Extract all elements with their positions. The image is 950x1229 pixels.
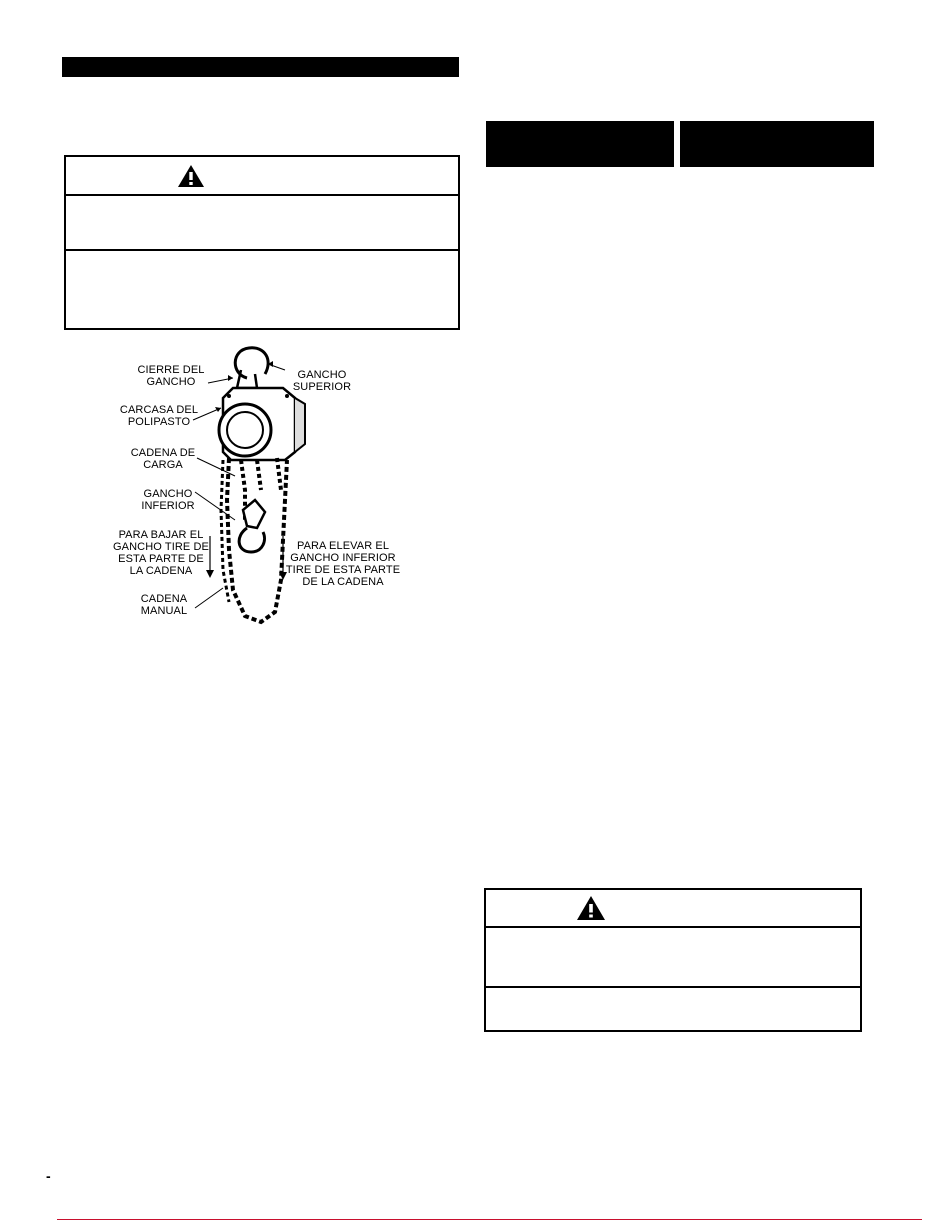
label-gancho-superior: GANCHO SUPERIOR (292, 369, 352, 393)
warning-box-left-row-1 (66, 194, 458, 251)
label-cierre-del-gancho: CIERRE DEL GANCHO (137, 364, 205, 388)
column-header-bar-1 (486, 121, 674, 167)
footer-rule (57, 1219, 922, 1220)
warning-box-left-header (66, 157, 458, 196)
warning-box-right-row-2 (486, 986, 860, 1030)
section-header-bar (62, 57, 459, 77)
warning-box-right (484, 888, 862, 1032)
label-gancho-inferior: GANCHO INFERIOR (141, 488, 195, 512)
label-cadena-de-carga: CADENA DE CARGA (130, 447, 196, 471)
warning-box-left (64, 155, 460, 330)
label-cadena-manual: CADENA MANUAL (140, 593, 188, 617)
warning-box-right-header (486, 890, 860, 928)
page-footer-dash: - (46, 1168, 51, 1184)
warning-box-left-row-2 (66, 249, 458, 328)
label-carcasa-del-polipasto: CARCASA DEL POLIPASTO (119, 404, 199, 428)
hoist-figure (105, 340, 415, 630)
warning-box-right-row-1 (486, 926, 860, 988)
label-para-elevar: PARA ELEVAR EL GANCHO INFERIOR TIRE DE ESTA PARTE DE LA CADENA (285, 540, 401, 588)
warning-triangle-icon (177, 164, 205, 188)
warning-triangle-icon (576, 895, 606, 921)
label-para-bajar: PARA BAJAR EL GANCHO TIRE DE ESTA PARTE DE LA CADENA (113, 529, 209, 577)
column-header-bar-2 (680, 121, 874, 167)
